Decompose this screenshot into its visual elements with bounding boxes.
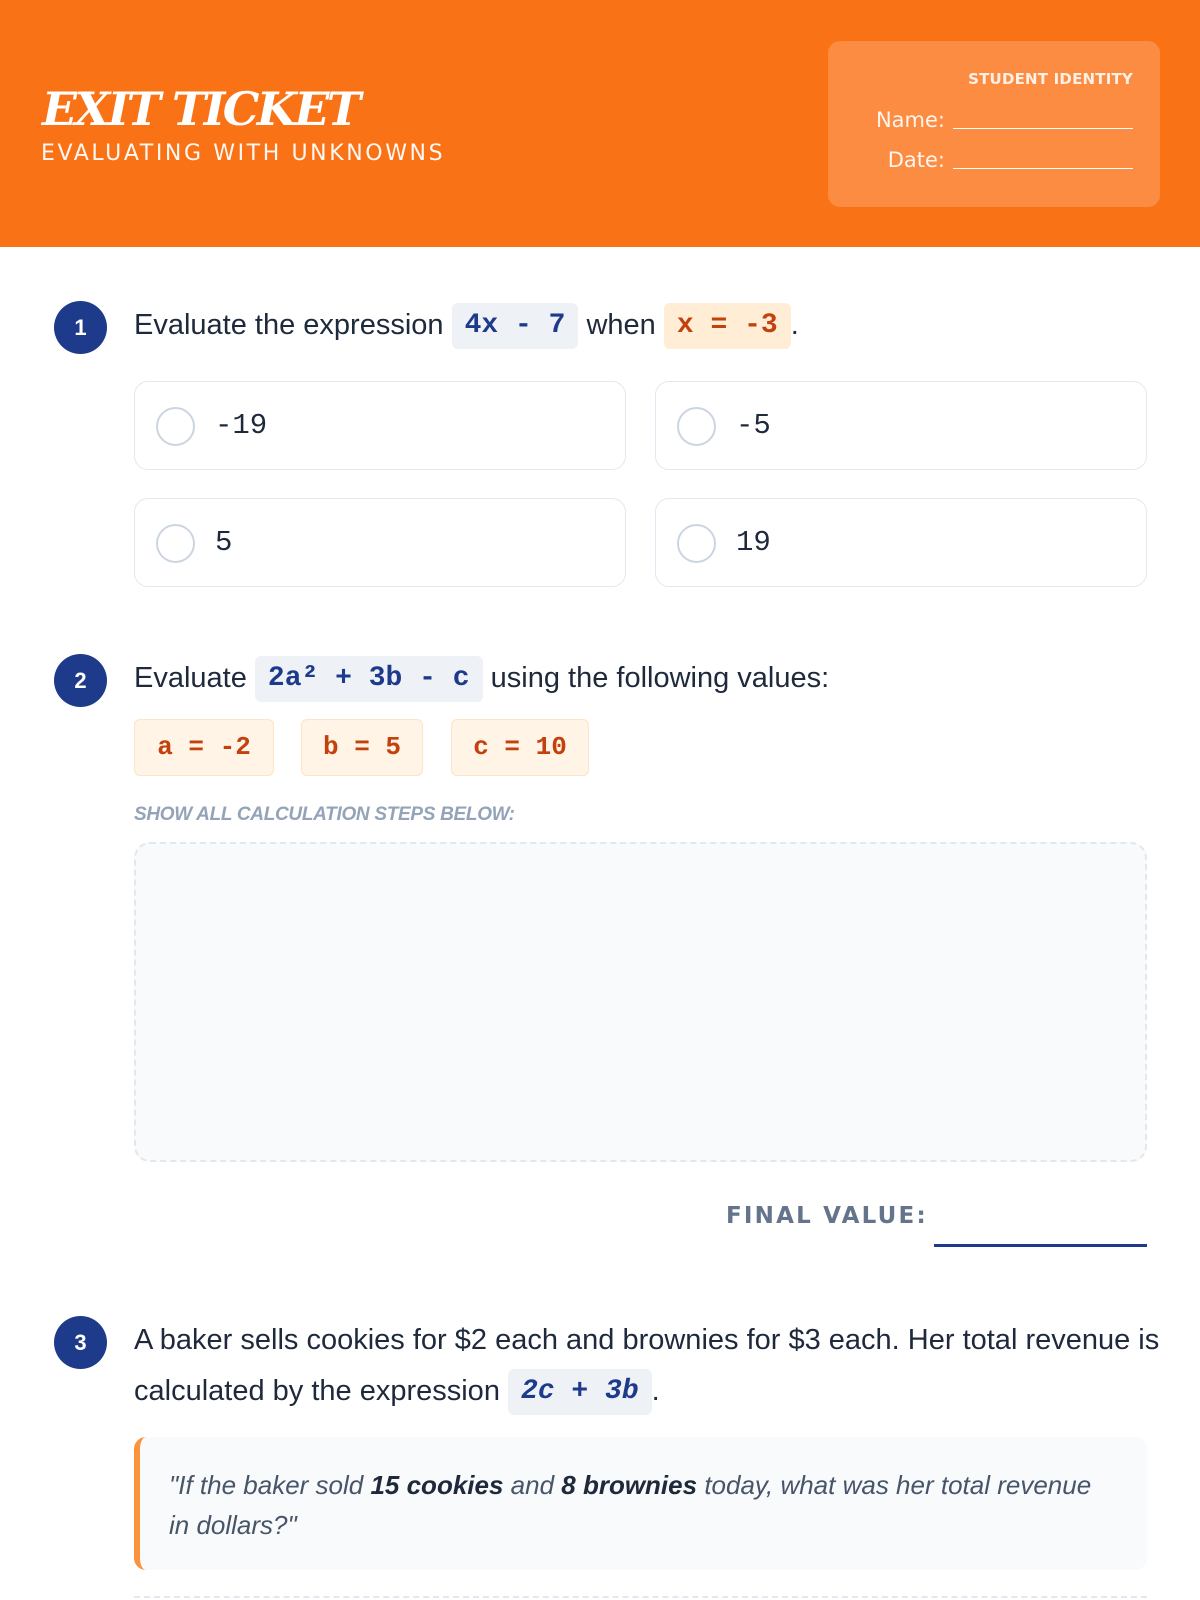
option-label: 19 xyxy=(736,526,771,559)
question-3-badge: 3 xyxy=(54,1316,107,1369)
question-1-text xyxy=(134,300,799,350)
option-label: 5 xyxy=(215,526,233,559)
option-label: -19 xyxy=(215,409,268,442)
radio-button[interactable] xyxy=(677,524,716,563)
radio-button[interactable] xyxy=(156,524,195,563)
quote-part: "If the baker sold xyxy=(169,1470,371,1500)
q1-option-c[interactable] xyxy=(134,498,626,587)
q2-suffix: using the following values: xyxy=(490,662,830,694)
question-3-text xyxy=(134,1315,1164,1417)
q2-prefix: Evaluate xyxy=(134,662,247,694)
word-problem-quote xyxy=(134,1437,1147,1570)
page-subtitle: EVALUATING WITH UNKNOWNS xyxy=(41,141,446,166)
q1-suffix: . xyxy=(790,309,799,341)
name-row xyxy=(876,105,1133,133)
identity-label: STUDENT IDENTITY xyxy=(968,70,1133,88)
q3-expression: 2c + 3b xyxy=(508,1369,652,1415)
header-banner xyxy=(0,0,1200,247)
student-identity-card xyxy=(828,41,1160,207)
date-label: Date: xyxy=(887,148,945,172)
q3-work-area[interactable] xyxy=(134,1596,1147,1600)
q1-option-d[interactable] xyxy=(655,498,1147,587)
page-title: EXIT TICKET xyxy=(42,82,359,136)
calculation-work-area[interactable] xyxy=(134,842,1147,1162)
date-row xyxy=(888,145,1133,173)
q3-suffix: . xyxy=(651,1375,660,1407)
option-label: -5 xyxy=(736,409,771,442)
q1-condition: x = -3 xyxy=(664,303,791,349)
q1-option-b[interactable] xyxy=(655,381,1147,470)
question-1-badge: 1 xyxy=(54,301,107,354)
question-2-text xyxy=(134,653,829,703)
quote-emphasis: 8 brownies xyxy=(561,1470,698,1500)
final-value-field[interactable] xyxy=(934,1244,1147,1247)
q1-expression: 4x - 7 xyxy=(452,303,579,349)
q2-value-b: b = 5 xyxy=(301,719,423,776)
name-label: Name: xyxy=(875,108,945,132)
final-value-label: FINAL VALUE: xyxy=(726,1203,928,1229)
q3-body: A baker sells cookies for $2 each and brownies for $3 each. Her total revenue is calculated by the expression xyxy=(134,1324,1160,1407)
q2-value-c: c = 10 xyxy=(451,719,589,776)
q2-expression: 2a² + 3b - c xyxy=(255,656,483,702)
name-field[interactable] xyxy=(953,128,1133,129)
radio-button[interactable] xyxy=(677,407,716,446)
date-field[interactable] xyxy=(953,168,1133,169)
question-2-badge: 2 xyxy=(54,654,107,707)
steps-label: SHOW ALL CALCULATION STEPS BELOW: xyxy=(134,804,515,825)
quote-part: and xyxy=(503,1470,562,1500)
q1-option-a[interactable] xyxy=(134,381,626,470)
quote-emphasis: 15 cookies xyxy=(370,1470,504,1500)
radio-button[interactable] xyxy=(156,407,195,446)
quote-text xyxy=(169,1465,1099,1545)
q1-middle: when xyxy=(586,309,656,341)
q2-value-a: a = -2 xyxy=(134,719,274,776)
quote-part: today, what was her total revenue in dollars?" xyxy=(169,1470,1092,1540)
q1-prefix: Evaluate the expression xyxy=(134,309,444,341)
